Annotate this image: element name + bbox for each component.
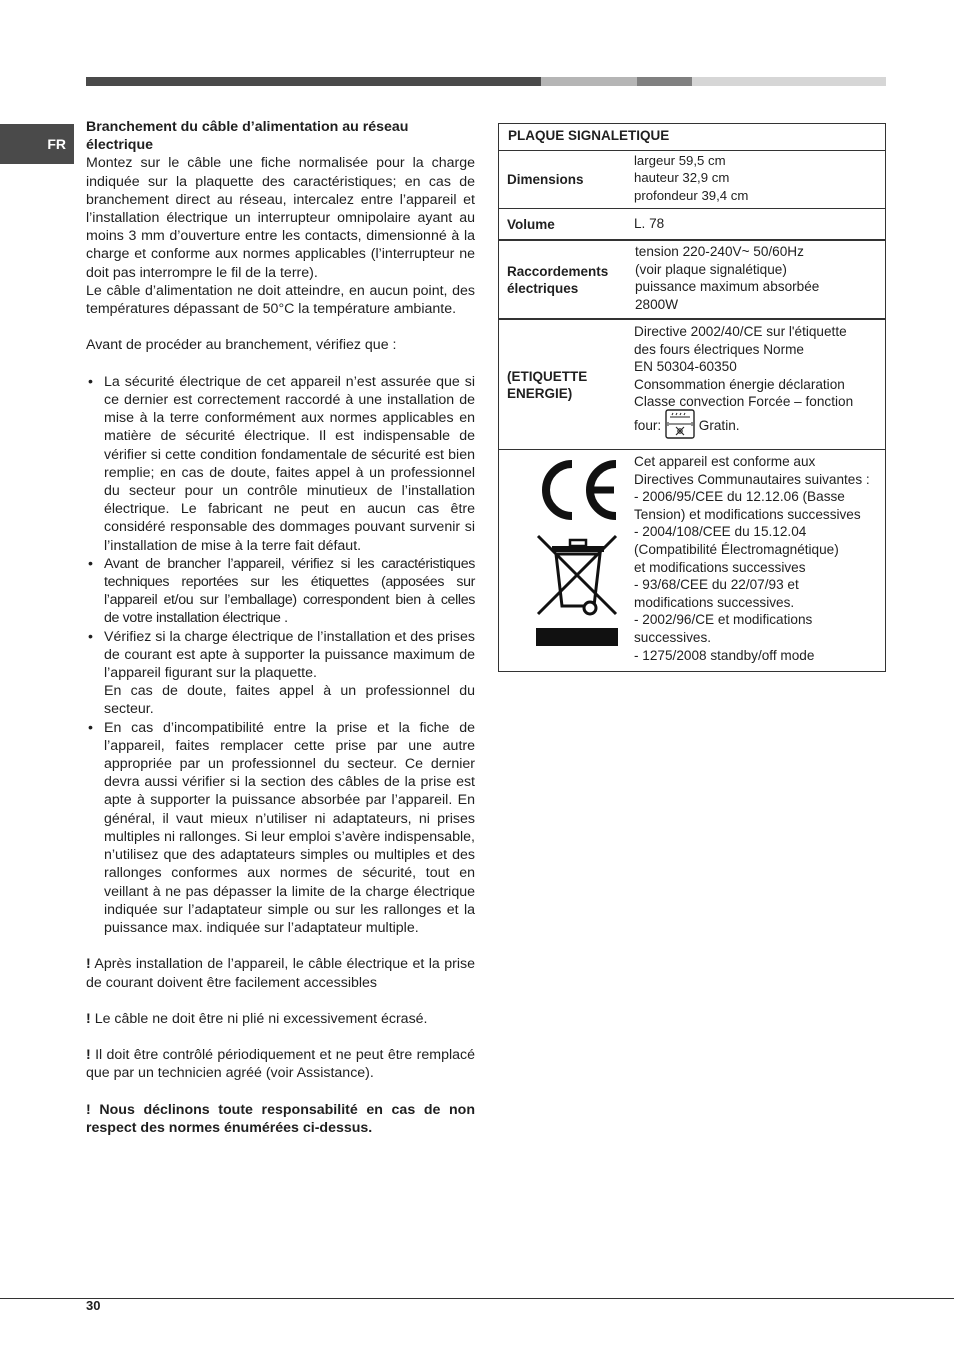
dimensions-value: largeur 59,5 cm hauteur 32,9 cm profondeur 39,4 cm (634, 153, 749, 203)
bar-segment-dark (86, 77, 541, 86)
bar-segment-light (541, 77, 637, 86)
bar-segment-mid (637, 77, 692, 86)
spec-row-energy (499, 318, 885, 449)
warning-accessible: ! Après installation de l’appareil, le câble électrique et la prise de courant doivent être facilement accessibles (86, 956, 475, 991)
spec-row-compliance (499, 449, 885, 671)
spec-table (498, 123, 886, 672)
volume-label: Volume (507, 216, 555, 232)
list-item: • Vérifiez si la charge électrique de l’installation et des prises de courant est apte à supporter la puissance maximum de l’appareil figurant sur la plaquette. En cas de doute, faites appel à un professionnel du secteur. (86, 628, 475, 719)
top-color-bar (86, 77, 886, 86)
electrical-value: tension 220-240V~ 50/60Hz (voir plaque signalétique) puissance maximum absorbée 2800W (635, 244, 820, 312)
weee-bin-icon (534, 532, 620, 652)
list-item: • Avant de brancher l’appareil, vérifiez si les caractéristiques techniques reportées sur les étiquettes (apposées sur l’appareil et/ou sur l’emballage) correspondent bien à celles de votre installation électrique . (86, 555, 475, 628)
electrical-label: Raccordements électriques (507, 263, 609, 296)
footer-rule (0, 1298, 954, 1299)
page-number: 30 (86, 1298, 101, 1313)
compliance-marks (499, 450, 634, 671)
list-item: • En cas d’incompatibilité entre la prise et la fiche de l’appareil, faites remplacer cette prise par une autre appropriée par un professionnel du secteur. Ce dernier devra aussi vérifier si la section des câbles de la prise est apte à supporter la puissance absorbée par l’appareil. En général, il vaut mieux n’utiliser ni adaptateurs, ni prises multiples ni rallonges. Si leur emploi s’avère indispensable, n’utilisez que des adaptateurs simples ou multiples et des rallonges conformes aux normes de sécurité, tout en veillant à ne pas dépasser la limite de la charge électrique indiquée sur l’adaptateur simple ou sur les rallonges et la puissance max. indiquée sur l’adaptateur multiple. (86, 719, 475, 937)
paragraph-check-intro: Avant de procéder au branchement, vérifiez que : (86, 337, 397, 354)
warning-inspection: ! Il doit être contrôlé périodiquement et ne peut être remplacé que par un technicien agréé (voir Assistance). (86, 1047, 475, 1082)
spec-row-volume (499, 208, 885, 239)
ce-mark-icon (534, 458, 620, 526)
spec-row-electrical (499, 239, 885, 318)
left-column (86, 118, 475, 1137)
paragraph-temperature: Le câble d’alimentation ne doit atteindre, en aucun point, des températures dépassant de 50°C la température ambiante. (86, 282, 475, 318)
energy-value: Directive 2002/40/CE sur l'étiquette des fours électriques Norme EN 50304-60350 Consommation énergie déclaration Classe convection Forcée – fonction four: Gratin. (634, 320, 885, 449)
bar-segment-pale (692, 77, 886, 86)
paragraph-plug: Montez sur le câble une fiche normalisée pour la charge indiquée sur la plaquette des caractéristiques; en cas de branchement direct au réseau, intercalez entre l’appareil et l’installation électrique un interrupteur omnipolaire ayant au moins 3 mm d’ouverture entre les contacts, dimensionné à la charge et conforme aux normes applicables (l’interrupteur ne doit pas interrompre le fil de la terre). (86, 155, 475, 281)
volume-value: L. 78 (634, 216, 665, 232)
list-item: • La sécurité électrique de cet appareil n’est assurée que si ce dernier est correctement raccordé à une installation de mise à la terre conformément aux normes applicables en matière de sécurité électrique. Il est indispensable de vérifier si cette condition fondamentale de sécurité est bien remplie; en cas de doute, faites appel à un professionnel du secteur pour un contrôle minutieux de l’installation électrique. Le fabricant ne peut en aucun cas être considéré responsable des dommages pouvant survenir si l’installation de mise à la terre fait défaut. (86, 373, 475, 555)
spec-title-row (499, 124, 885, 150)
language-label: FR (47, 136, 66, 152)
check-list (86, 373, 475, 937)
section-heading: Branchement du câble d’alimentation au réseau électrique (86, 119, 409, 154)
energy-label: (ETIQUETTE ENERGIE) (507, 368, 588, 401)
warning-cable: ! Le câble ne doit être ni plié ni excessivement écrasé. (86, 1010, 428, 1027)
spec-title: PLAQUE SIGNALETIQUE (508, 128, 670, 143)
dimensions-label: Dimensions (507, 172, 584, 187)
language-tab (0, 124, 74, 164)
compliance-text: Cet appareil est conforme aux Directives Communautaires suivantes : - 2006/95/CEE du 12.12.06 (Basse Tension) et modifications successives - 2004/108/CEE du 15.12.04 (Compatibilité Électromagnétique) et modifications successives - 93/68/CEE du 22/07/93 et modifications successives. - 2002/96/CE et modifications successives. - 1275/2008 standby/off mode (634, 454, 870, 663)
oven-grill-icon (665, 409, 695, 444)
spec-row-dimensions (499, 150, 885, 208)
warning-liability: ! Nous déclinons toute responsabilité en cas de non respect des normes énumérées ci-dessus. (86, 1101, 475, 1137)
